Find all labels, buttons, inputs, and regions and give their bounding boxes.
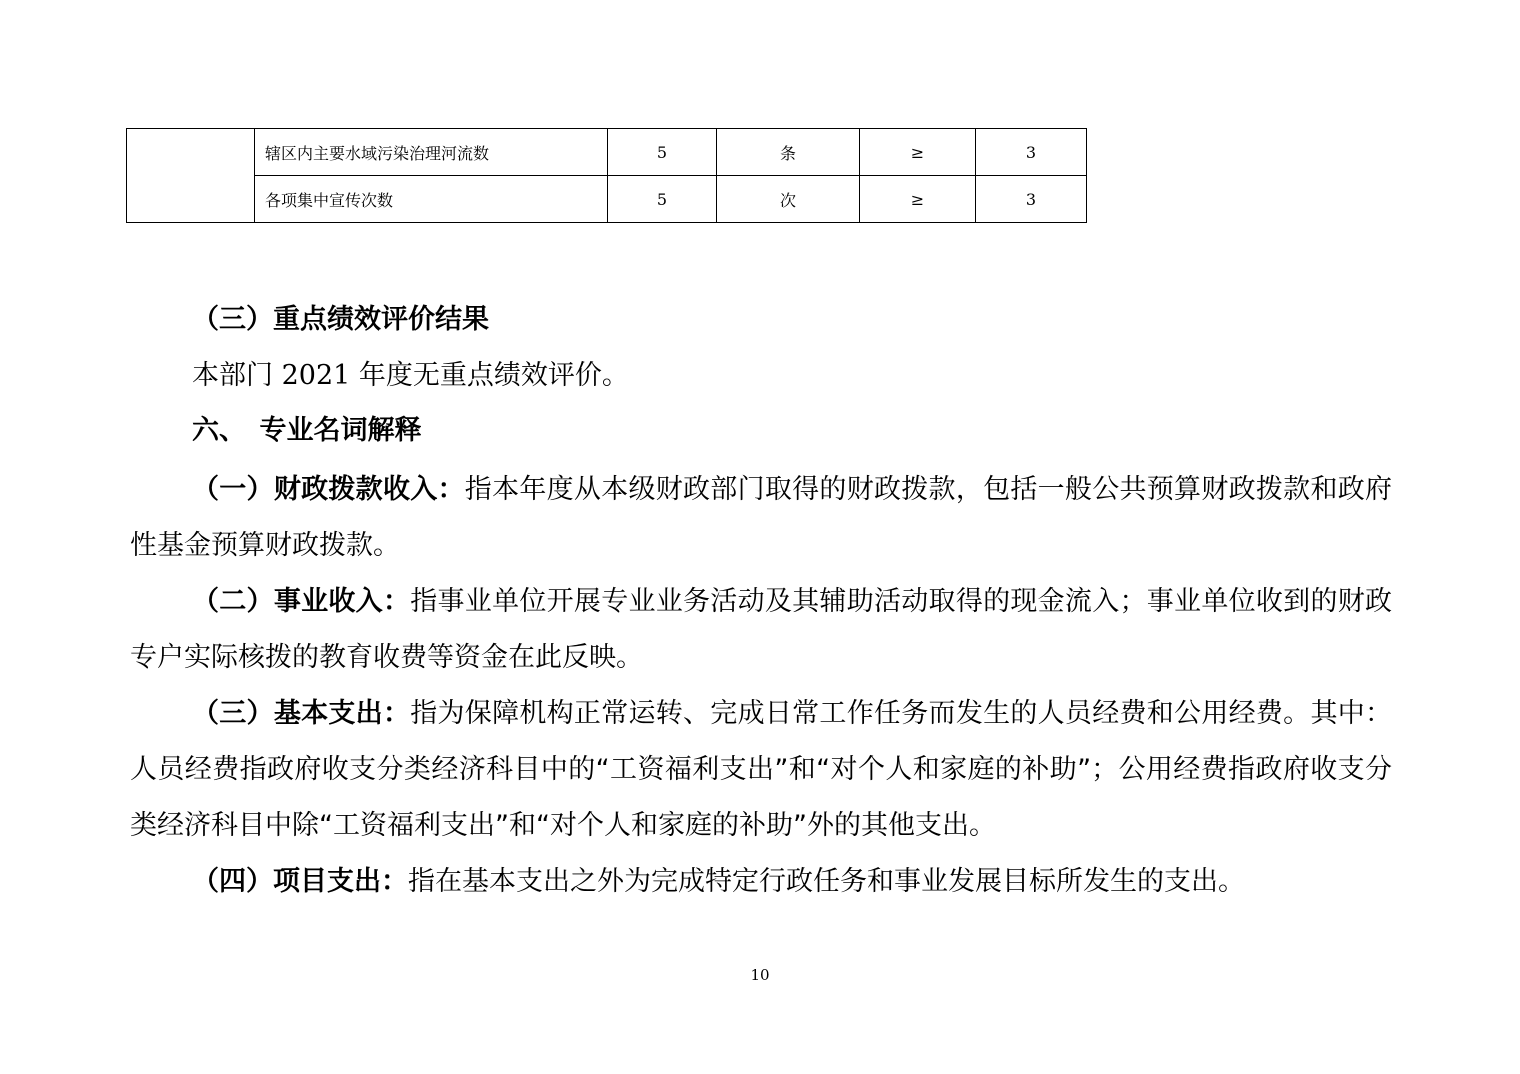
term-paragraph-3 bbox=[130, 686, 1392, 854]
page-number: 10 bbox=[750, 966, 770, 984]
term-paragraph-2 bbox=[130, 574, 1392, 686]
performance-indicator-table bbox=[126, 128, 1087, 223]
section-6-heading: 六、 专业名词解释 bbox=[192, 415, 422, 446]
term-label: （四）项目支出： bbox=[192, 866, 408, 897]
term-text: 指本年度从本级财政部门取得的财政拨款，包括一般公共预算财政拨款和政府性基金预算财政拨款。 bbox=[130, 474, 1393, 561]
section-3-heading: （三）重点绩效评价结果 bbox=[192, 304, 489, 335]
table-row bbox=[127, 176, 1087, 223]
indicator-weight-cell: 5 bbox=[608, 129, 717, 176]
table-row bbox=[127, 129, 1087, 176]
indicator-target-cell: 3 bbox=[976, 129, 1087, 176]
term-label: （三）基本支出： bbox=[192, 698, 411, 729]
indicator-name-cell: 辖区内主要水域污染治理河流数 bbox=[255, 129, 608, 176]
term-text: 指事业单位开展专业业务活动及其辅助活动取得的现金流入；事业单位收到的财政专户实际核拨的教育收费等资金在此反映。 bbox=[130, 586, 1393, 673]
section-3-body bbox=[130, 348, 1392, 404]
indicator-target-cell: 3 bbox=[976, 176, 1087, 223]
section-3-body-year: 2021 bbox=[281, 360, 351, 391]
indicator-unit-cell: 条 bbox=[717, 129, 860, 176]
term-label: （二）事业收入： bbox=[192, 586, 411, 617]
term-text: 指为保障机构正常运转、完成日常工作任务而发生的人员经费和公用经费。其中：人员经费指政府收支分类经济科目中的“工资福利支出”和“对个人和家庭的补助”；公用经费指政府收支分类经济科目中除“工资福利支出”和“对个人和家庭的补助”外的其他支出。 bbox=[130, 698, 1393, 841]
term-label: （一）财政拨款收入： bbox=[192, 474, 465, 505]
section-3-body-suffix: 年度无重点绩效评价。 bbox=[358, 360, 629, 391]
term-paragraph-4 bbox=[130, 854, 1392, 910]
term-text: 指在基本支出之外为完成特定行政任务和事业发展目标所发生的支出。 bbox=[408, 866, 1245, 897]
merged-category-cell bbox=[127, 129, 255, 223]
indicator-weight-cell: 5 bbox=[608, 176, 717, 223]
indicator-operator-cell: ≥ bbox=[860, 129, 976, 176]
indicator-operator-cell: ≥ bbox=[860, 176, 976, 223]
section-3-body-prefix: 本部门 bbox=[192, 360, 273, 391]
term-paragraph-1 bbox=[130, 462, 1392, 574]
indicator-unit-cell: 次 bbox=[717, 176, 860, 223]
indicator-name-cell: 各项集中宣传次数 bbox=[255, 176, 608, 223]
